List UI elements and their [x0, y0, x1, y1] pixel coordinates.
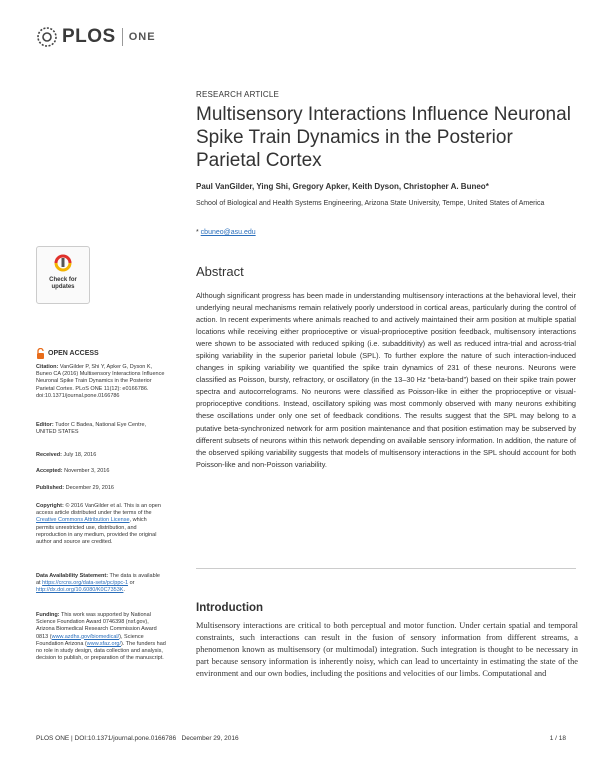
data-availability-block: Data Availability Statement: The data is available at https://crcns.org/data-sets/pc/ppc-1 or http://dx.doi.org/10.6080/K0C7353K. [36, 573, 160, 594]
affiliation: School of Biological and Health Systems Engineering, Arizona State University, Tempe, United States of America [196, 200, 545, 207]
received-date: Received: July 18, 2016 [36, 452, 97, 458]
data-link-doi[interactable]: http://dx.doi.org/10.6080/K0C7353K [36, 587, 124, 594]
cc-license-link[interactable]: Creative Commons Attribution License [36, 517, 130, 524]
logo-plos-text: PLOS [62, 26, 116, 47]
logo-divider [122, 28, 123, 46]
published-date: Published: December 29, 2016 [36, 485, 114, 491]
author-list: Paul VanGilder, Ying Shi, Gregory Apker, Keith Dyson, Christopher A. Buneo* [196, 182, 489, 191]
plos-logo-icon [36, 26, 58, 48]
citation-block: Citation: VanGilder P, Shi Y, Apker G, Dyson K, Buneo CA (2016) Multisensory Interactions Influence Neuronal Spike Train Dynamics in the Posterior Parietal Cortex. PLoS ONE 11(12): e0166786. doi:10.1371/journal.pone.0166786 [36, 364, 165, 399]
article-title: Multisensory Interactions Influence Neuronal Spike Train Dynamics in the Posterior Parietal Cortex [196, 104, 571, 171]
accepted-date: Accepted: November 3, 2016 [36, 468, 110, 474]
plos-one-logo[interactable] [36, 24, 156, 50]
page-number: 1 / 18 [549, 735, 566, 742]
copyright-block: Copyright: © 2016 VanGilder et al. This is an open access article distributed under the terms of the Creative Commons Attribution License, which permits unrestricted use, distribution, and reproduction in any medium, provided the original author and source are credited. [36, 503, 161, 546]
check-updates-text: Check for updates [49, 277, 77, 290]
editor-block: Editor: Tudor C Badea, National Eye Centre, UNITED STATES [36, 422, 147, 436]
introduction-text: Multisensory interactions are critical to both perceptual and motor function. Under certain spatial and temporal constraints, such interactions can result in the fusion of sensory information from different streams, a phenomenon known as multisensory (or multimodal) integration. Such integration is thought to be necessary in part because sensory information is inherently noisy, which can lead to uncertainty in estimating the state of the environment and our own bodies, including the positions and velocities of our limbs. Computational and [196, 621, 578, 679]
check-updates-icon [52, 252, 74, 274]
introduction-heading: Introduction [196, 602, 264, 614]
funding-link-azdhs[interactable]: www.azdhs.gov/biomedical/ [51, 633, 120, 640]
footer-citation: PLOS ONE | DOI:10.1371/journal.pone.0166786 December 29, 2016 [36, 735, 239, 742]
funding-block: Funding: This work was supported by National Science Foundation Award 0746398 (nsf.gov), Arizona Biomedical Research Commission Award 0813 (www.azdhs.gov/biomedical/), Science Foundation Arizona (www.sfaz.org/). The funders had no role in study design, data collection and analysis, decision to publish, or preparation of the manuscript. [36, 612, 166, 662]
logo-journal-text: ONE [128, 31, 156, 43]
check-for-updates-badge[interactable] [36, 246, 90, 304]
funding-link-sfaz[interactable]: www.sfaz.org/ [86, 640, 121, 647]
open-lock-icon [36, 348, 45, 359]
article-type: RESEARCH ARTICLE [196, 90, 280, 99]
abstract-text: Although significant progress has been made in understanding multisensory interactions at the behavioral level, their underlying neural mechanisms remain relatively poorly understood in cortical areas, particularly during the control of action. In recent experiments where animals reached to and actively maintained their arm position at multiple spatial locations while receiving either proprioceptive or visual-proprioceptive position feedback, multisensory interactions were shown to be associated with reduced spiking (i.e. subadditivity) as well as reduced intra-trial and across-trial spiking variability in the superior parietal lobule (SPL). To further explore the nature of such interaction-induced changes in spiking variability we quantified the spike train dynamics of 231 of these neurons. Neurons were classified as Poisson, bursty, refractory, or oscillatory (in the 13–30 Hz “beta-band”) based on their spike train power spectra and autocorrelograms. No neurons were classified as Poisson-like in either the proprioceptive or visual-proprioceptive conditions. Instead, oscillatory spiking was most commonly observed with many neurons exhibiting these oscillations under only one set of feedback conditions. The results suggest that the SPL may belong to a putative beta-synchronized network for arm position maintenance and that position estimation may be subserved by different subsets of neurons within this network depending on available sensory information. In addition, the nature of the observed spiking variability suggests that models of multisensory interactions in the SPL should account for both Poisson-like and non-Poisson variability. [196, 291, 576, 469]
open-access-label: OPEN ACCESS [36, 348, 99, 359]
corresponding-email: * cbuneo@asu.edu [196, 229, 256, 236]
section-divider [196, 568, 576, 569]
email-link[interactable]: cbuneo@asu.edu [200, 229, 256, 236]
abstract-heading: Abstract [196, 264, 244, 279]
data-link-crcns[interactable]: https://crcns.org/data-sets/pc/ppc-1 [42, 580, 129, 587]
